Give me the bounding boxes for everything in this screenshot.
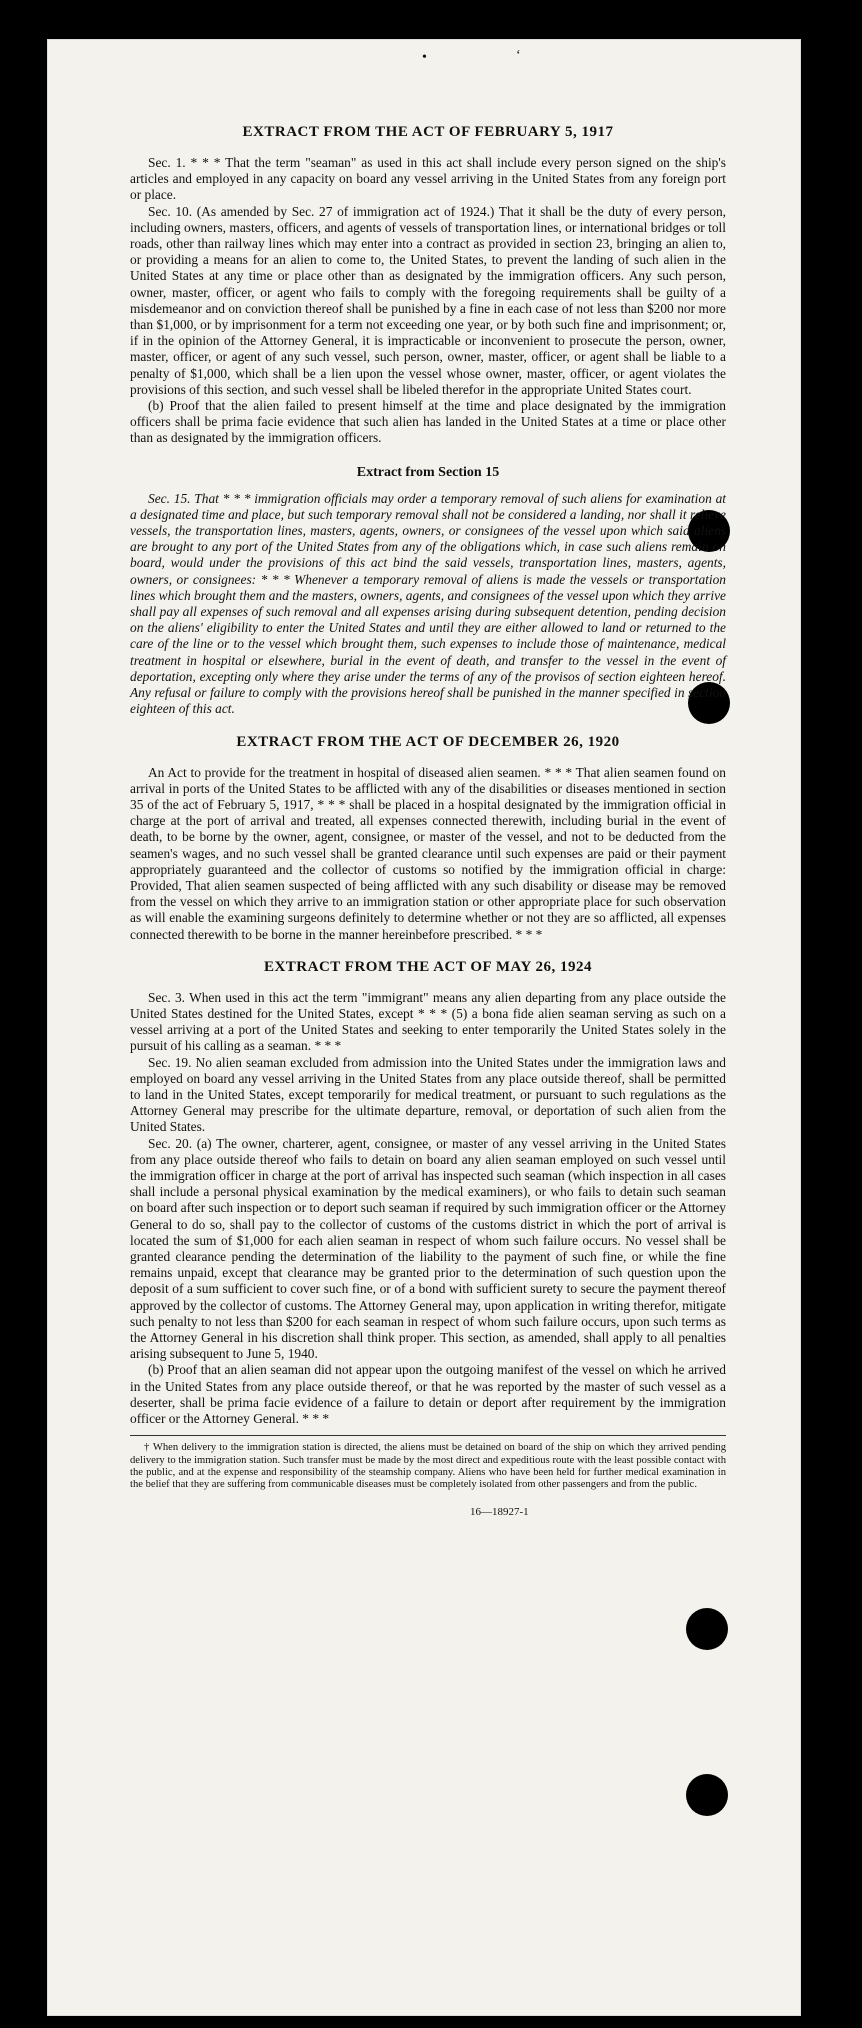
- section-title: EXTRACT FROM THE ACT OF FEBRUARY 5, 1917: [242, 124, 614, 140]
- paragraph: Sec. 3. When used in this act the term "immigrant" means any alien departing from any place outside the United States destined for the United States, except * * * (5) a bona fide alien seaman serving as such on a vessel arriving at a port of the United States and seeking to enter temporarily the United States solely in the pursuit of his calling as a seaman. * * *: [130, 989, 726, 1054]
- footnote-divider: [130, 1435, 726, 1436]
- paragraph: (b) Proof that the alien failed to present himself at the time and place designated by the immigration officers shall be prima facie evidence that such alien has landed in the United States at a time or place other than as designated by the immigration officers.: [130, 398, 726, 446]
- section-title: EXTRACT FROM THE ACT OF DECEMBER 26, 1920: [236, 733, 620, 750]
- top-mark-dot: •: [422, 50, 427, 65]
- paragraph: An Act to provide for the treatment in hospital of diseased alien seamen. * * * That alien seamen found on arrival in ports of the United States to be afflicted with any of the disabilities or diseases mentioned in section 35 of the act of February 5, 1917, * * * shall be placed in a hospital designated by the immigration official in charge at the port of arrival and treated, all expenses connected therewith, including burial in the event of death, to be borne by the owner, agent, consignee, or master of the vessel, and not to be deducted from the seamen's wages, and no such vessel shall be granted clearance until such expenses are paid or their payment appropriately guaranteed and the collector of customs so notified by the immigration official in charge: Provided, That alien seamen suspected of being afflicted with any such disability or disease may be removed from the vessel on which they arrive to an immigration station or other appropriate place for such observation as will enable the examining surgeons definitely to determine whether or not they are so afflicted, all expenses connected therewith to be borne in the manner hereinbefore prescribed. * * *: [130, 764, 726, 942]
- paragraph: Sec. 19. No alien seaman excluded from admission into the United States under the immigration laws and employed on board any vessel arriving in the United States from any place outside thereof, shall be permitted to land in the United States, except temporarily for medical treatment, or pursuant to such regulations as the Attorney General may prescribe for the ultimate departure, removal, or deportation of such alien from the United States.: [130, 1054, 726, 1135]
- paragraph: Sec. 20. (a) The owner, charterer, agent, consignee, or master of any vessel arriving in the United States from any place outside thereof who fails to detain on board any alien seaman employed on such vessel until the immigration officer in charge at the port of arrival has inspected such seaman (which inspection in all cases shall include a personal physical examination by the medical examiners), or who fails to detain such seaman on board after such inspection or to deport such seaman if required by such immigration officer or the Attorney General to do so, shall pay to the collector of customs of the customs district in which the port of arrival is located the sum of $1,000 for each alien seaman in respect of whom such failure occurs. No vessel shall be granted clearance pending the determination of the liability to the payment of such fine, or while the fine remains unpaid, except that clearance may be granted prior to the determination of such question upon the deposit of a sum sufficient to cover such fine, or of a bond with sufficient surety to secure the payment thereof approved by the collector of customs. The Attorney General may, upon application in writing therefor, mitigate such penalty to not less than $200 for each seaman in respect of whom such failure occurs, upon such terms as the Attorney General in his discretion shall think proper. This section, as amended, shall apply to all penalties arising subsequent to June 5, 1940.: [130, 1135, 726, 1362]
- section-subtitle: Extract from Section 15: [356, 464, 500, 480]
- section-title: EXTRACT FROM THE ACT OF MAY 26, 1924: [263, 958, 593, 975]
- punch-hole: [686, 1774, 728, 1816]
- top-mark-tick: ‘: [516, 48, 521, 63]
- paragraph: Sec. 10. (As amended by Sec. 27 of immigration act of 1924.) That it shall be the duty of every person, including owners, masters, officers, and agents of vessels of transportation lines, or international bridges or toll roads, other than railway lines which may enter into a contract as provided in section 23, bringing an alien to, or providing a means for an alien to come to, the United States, to prevent the landing of such alien in the United States at any time or place other than as designated by the immigration officers. Any such person, owner, master, officer, or agent who fails to comply with the foregoing requirements shall be guilty of a misdemeanor and on conviction thereof shall be punished by a fine in each case of not less than $200 nor more than $1,000, or by imprisonment for a term not exceeding one year, or by both such fine and imprisonment; or, if in the opinion of the Attorney General, it is impracticable or inconvenient to prosecute the person, owner, master, officer, or agent of any such vessel, such person, owner, master, officer, or agent shall be liable to a penalty of $1,000, which shall be a lien upon the vessel whose owner, master, officer, or agent violates the provisions of this section, and such vessel shall be libeled therefor in the appropriate United States court.: [130, 203, 726, 397]
- form-number: 16—18927-1: [470, 1505, 529, 1518]
- punch-hole: [686, 1608, 728, 1650]
- document-page: [48, 40, 800, 2015]
- paragraph: (b) Proof that an alien seaman did not appear upon the outgoing manifest of the vessel on which he arrived in the United States from any place outside thereof, or that he was reported by the master of such vessel as a deserter, shall be prima facie evidence of a failure to detain or deport after requirement by the immigration officer or the Attorney General. * * *: [130, 1362, 726, 1427]
- document-body: [130, 118, 726, 1518]
- paragraph: Sec. 1. * * * That the term "seaman" as used in this act shall include every person signed on the ship's articles and employed in any capacity on board any vessel arriving in the United States from any foreign port or place.: [130, 155, 726, 203]
- footnote: † When delivery to the immigration station is directed, the aliens must be detained on board of the ship on which they arrived pending delivery to the immigration station. Such transfer must be made by the most direct and expeditious route with the least possible contact with the public, and at the expense and responsibility of the steamship company. Aliens who have been held for further medical examination in the belief that they are suffering from communicable diseases must be completely isolated from other passengers and from the public.: [130, 1442, 726, 1491]
- italic-paragraph: Sec. 15. That * * * immigration officials may order a temporary removal of such aliens for examination at a designated time and place, but such temporary removal shall not be considered a landing, nor shall it relieve vessels, the transportation lines, masters, agents, owners, or consignees of the vessel upon which said aliens are brought to any port of the United States from any of the obligations which, in case such aliens remain on board, would under the provisions of this act bind the said vessels, transportation lines, masters, agents, owners, or consignees: * * * Whenever a temporary removal of aliens is made the vessels or transportation lines which brought them and the masters, owners, agents, and consignees of the vessel upon which they arrive shall pay all expenses of such removal and all expenses arising during subsequent detention, pending decision on the aliens' eligibility to enter the United States and until they are either allowed to land or returned to the care of the line or to the vessel which brought them, such expenses to include those of maintenance, medical treatment in hospital or elsewhere, burial in the event of death, and transfer to the vessel in the event of deportation, excepting only where they arise under the terms of any of the provisos of section eighteen hereof. Any refusal or failure to comply with the provisions hereof shall be punished in the manner specified in section eighteen of this act.: [130, 490, 726, 717]
